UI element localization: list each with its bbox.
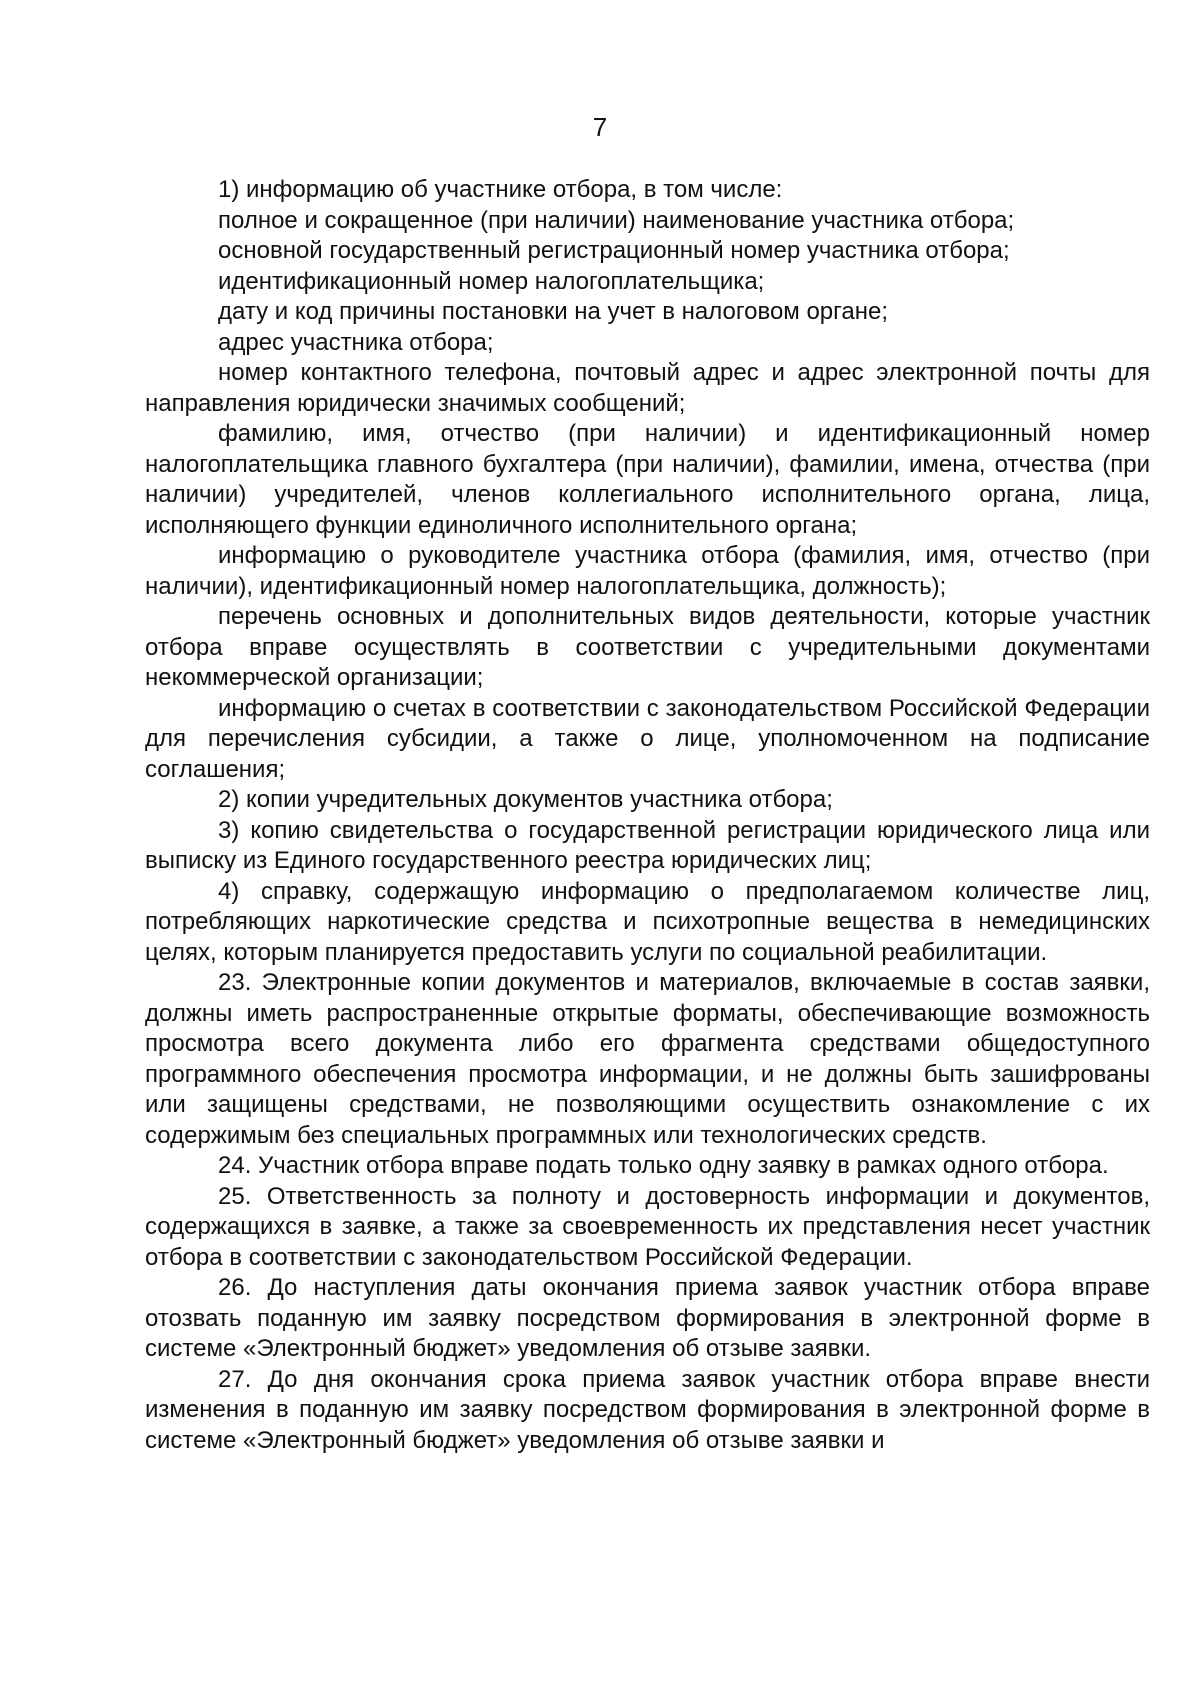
- paragraph: адрес участника отбора;: [218, 328, 494, 356]
- paragraph: 27. До дня окончания срока приема заявок участник отбора вправе внести изменения в поданную им заявку посредством формирования в электронной форме в системе «Электронный бюджет» уведомления об отзыве заявки и: [145, 1365, 1150, 1454]
- paragraph: идентификационный номер налогоплательщика;: [218, 267, 765, 295]
- paragraph: информацию о счетах в соответствии с законодательством Российской Федерации для перечисления субсидии, а также о лице, уполномоченном на подписание соглашения;: [145, 694, 1150, 783]
- paragraph: 25. Ответственность за полноту и достоверность информации и документов, содержащихся в заявке, а также за своевременность их представления несет участник отбора в соответствии с законодательством Российской Федерации.: [145, 1182, 1150, 1271]
- paragraph: полное и сокращенное (при наличии) наименование участника отбора;: [218, 206, 1015, 234]
- paragraph: 2) копии учредительных документов участника отбора;: [218, 786, 833, 813]
- paragraph: 24. Участник отбора вправе подать только одну заявку в рамках одного отбора.: [218, 1152, 1109, 1179]
- paragraph: фамилию, имя, отчество (при наличии) и идентификационный номер налогоплательщика главного бухгалтера (при наличии), фамилии, имена, отчества (при наличии) учредителей, членов коллегиального исполнительного органа, лица, исполняющего функции единоличного исполнительного органа;: [145, 420, 1150, 539]
- paragraph: основной государственный регистрационный номер участника отбора;: [218, 237, 1010, 264]
- paragraph: 23. Электронные копии документов и материалов, включаемые в состав заявки, должны иметь распространенные открытые форматы, обеспечивающие возможность просмотра всего документа либо его фрагмента средствами общедоступного программного обеспечения просмотра информации, и не должны быть зашифрованы или защищены средствами, не позволяющими осуществить ознакомление с их содержимым без специальных программных или технологических средств.: [145, 969, 1150, 1149]
- paragraph: дату и код причины постановки на учет в налоговом органе;: [218, 298, 888, 325]
- document-body: [145, 175, 1150, 1456]
- paragraph: 4) справку, содержащую информацию о предполагаемом количестве лиц, потребляющих наркотические средства и психотропные вещества в немедицинских целях, которым планируется предоставить услуги по социальной реабилитации.: [145, 877, 1150, 966]
- paragraph: 3) копию свидетельства о государственной регистрации юридического лица или выписку из Единого государственного реестра юридических лиц;: [145, 816, 1150, 874]
- paragraph: перечень основных и дополнительных видов деятельности, которые участник отбора вправе осуществлять в соответствии с учредительными документами некоммерческой организации;: [145, 603, 1150, 691]
- paragraph: 26. До наступления даты окончания приема заявок участник отбора вправе отозвать поданную им заявку посредством формирования в электронной форме в системе «Электронный бюджет» уведомления об отзыве заявки.: [145, 1274, 1150, 1362]
- paragraph: информацию о руководителе участника отбора (фамилия, имя, отчество (при наличии), идентификационный номер налогоплательщика, должность);: [145, 542, 1150, 600]
- paragraph: номер контактного телефона, почтовый адрес и адрес электронной почты для направления юридически значимых сообщений;: [145, 359, 1150, 417]
- page-number: 7: [592, 112, 608, 142]
- paragraph: 1) информацию об участнике отбора, в том числе:: [218, 176, 783, 203]
